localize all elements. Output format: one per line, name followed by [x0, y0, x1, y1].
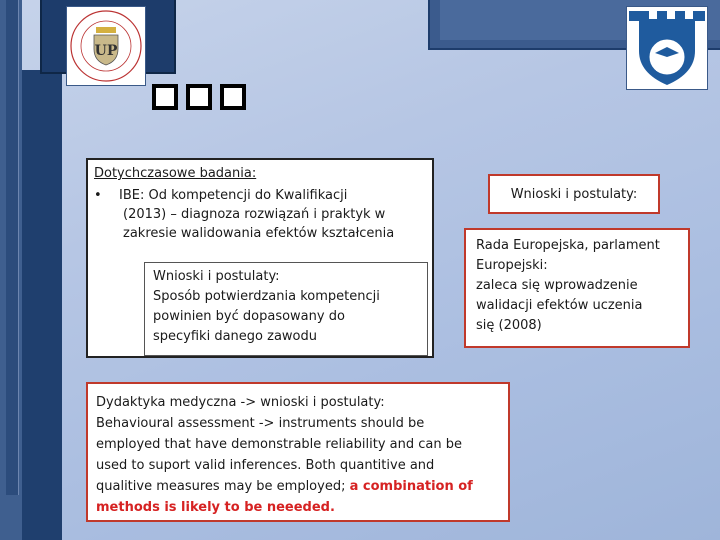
council-line-5: się (2008)	[476, 318, 542, 333]
left-decorative-bar-inner	[6, 0, 19, 495]
european-council-box	[464, 228, 690, 348]
square-1	[152, 84, 178, 110]
conclusions-box-1	[144, 262, 428, 356]
bullet-symbol: •	[94, 188, 102, 203]
tower-icon	[627, 7, 707, 89]
didactics-line-5	[96, 476, 500, 497]
institution-tower-logo	[626, 6, 708, 90]
didactics-line-3: employed that have demonstrable reliability and can be	[96, 437, 462, 452]
didactics-line-5-plain: qualitive measures may be employed;	[96, 479, 350, 494]
medical-didactics-box	[86, 382, 510, 522]
university-seal-logo	[66, 6, 146, 86]
didactics-line-1: Dydaktyka medyczna -> wnioski i postulaty:	[96, 395, 385, 410]
bullet-line-1: IBE: Od kompetencji do Kwalifikacji	[119, 188, 348, 203]
didactics-line-6-highlight: methods is likely to be neeeded.	[96, 500, 335, 515]
didactics-line-4: used to suport valid inferences. Both quantitive and	[96, 458, 435, 473]
conclusions-header-text: Wnioski i postulaty:	[510, 186, 638, 202]
didactics-line-2: Behavioural assessment -> instruments should be	[96, 416, 425, 431]
square-3	[220, 84, 246, 110]
council-line-1: Rada Europejska, parlament	[476, 238, 660, 253]
council-line-4: walidacji efektów uczenia	[476, 298, 643, 313]
bullet-line-2: (2013) – diagnoza rozwiązań i praktyk w	[123, 207, 386, 222]
council-line-2: Europejski:	[476, 258, 548, 273]
svg-text:UP: UP	[94, 43, 118, 59]
conclusions-1-line-1: Wnioski i postulaty:	[153, 269, 280, 284]
square-2	[186, 84, 212, 110]
previous-research-heading: Dotychczasowe badania:	[94, 166, 257, 181]
conclusions-1-line-3: powinien być dopasowany do	[153, 309, 345, 324]
bullet-line-3: zakresie walidowania efektów kształcenia	[123, 226, 395, 241]
decorative-squares	[152, 84, 246, 110]
seal-icon	[67, 7, 145, 85]
didactics-line-5-highlight: a combination of	[349, 479, 473, 494]
svg-text:2000: 2000	[655, 64, 679, 74]
conclusions-header-box	[488, 174, 660, 214]
conclusions-1-line-2: Sposób potwierdzania kompetencji	[153, 289, 380, 304]
previous-research-bullet	[94, 186, 424, 243]
left-navy-column	[22, 70, 62, 540]
conclusions-1-line-4: specyfiki danego zawodu	[153, 329, 317, 344]
council-line-3: zaleca się wprowadzenie	[476, 278, 638, 293]
